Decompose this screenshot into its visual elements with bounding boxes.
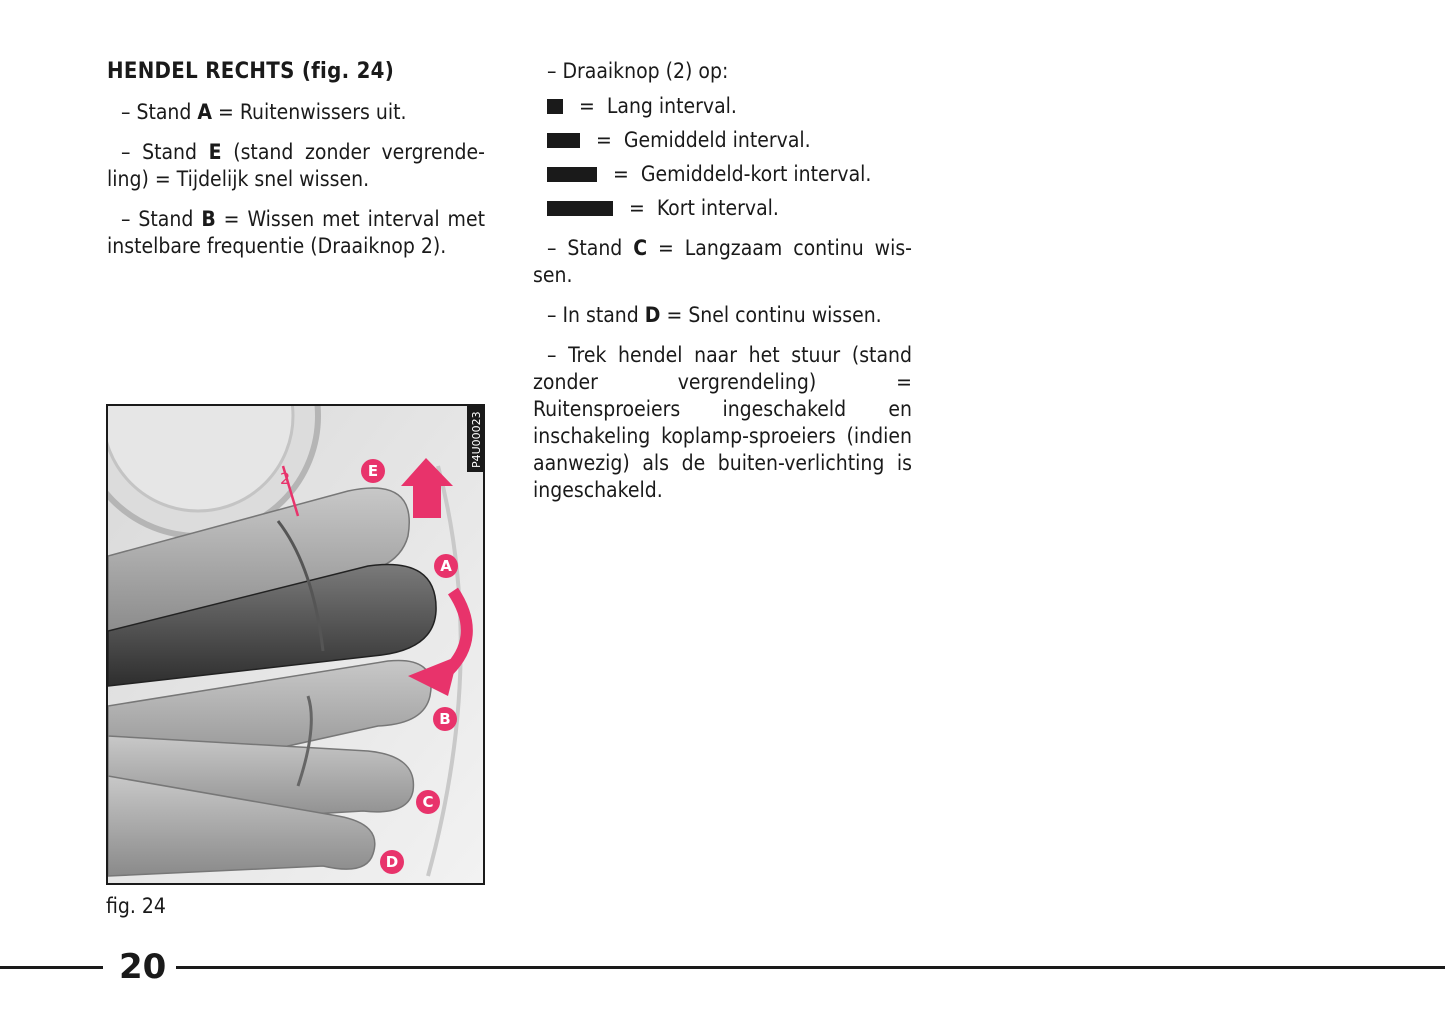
middle-column <box>533 58 912 517</box>
interval-legend-medium: = Gemiddeld interval. <box>533 123 912 157</box>
item-stand-c: – Stand C = Langzaam continu wis-sen. <box>533 236 912 287</box>
figure-caption: fig. 24 <box>106 894 166 918</box>
interval-legend-short: = Kort interval. <box>533 191 912 225</box>
item-washer: – Trek hendel naar het stuur (stand zonder vergrendeling) = Ruitensproeiers ingeschakeld en inschakeling koplamp-sproeiers (indien aanwezig) als de buiten-verlichting is ingeschakeld. <box>533 343 912 502</box>
item-stand-e: – Stand E (stand zonder vergrende-ling) = Tijdelijk snel wissen. <box>107 140 485 191</box>
interval-legend-medium-short: = Gemiddeld-kort interval. <box>533 157 912 191</box>
knob-intro: – Draaiknop (2) op: <box>547 59 729 83</box>
heading-fig-ref: (fig. 24) <box>301 59 395 84</box>
position-label-b: B <box>439 710 451 728</box>
interval-legend-long: = Lang interval. <box>533 89 912 123</box>
lever-illustration <box>108 406 483 883</box>
footer-rule-right <box>176 966 1445 969</box>
item-stand-b: – Stand B = Wissen met interval met instelbare frequentie (Draaiknop 2). <box>107 207 485 258</box>
left-column <box>107 58 485 273</box>
heading-title: HENDEL RECHTS <box>107 59 295 84</box>
position-label-e: E <box>367 462 379 480</box>
knob-number-label: 2 <box>280 469 291 488</box>
item-stand-d: – In stand D = Snel continu wissen. <box>547 303 882 327</box>
page-number: 20 <box>119 947 167 987</box>
item-stand-a: – Stand A = Ruitenwissers uit. <box>121 100 407 124</box>
interval-bar-medium-short-icon <box>547 167 597 182</box>
interval-bar-short-icon <box>547 201 613 216</box>
interval-bar-long-icon <box>547 99 563 114</box>
position-label-a: A <box>440 557 452 575</box>
position-label-c: C <box>422 793 434 811</box>
section-heading <box>107 58 485 85</box>
lever-figure <box>106 404 485 885</box>
interval-bar-medium-icon <box>547 133 580 148</box>
position-label-d: D <box>385 853 399 871</box>
figure-code: P4U00023 <box>470 411 483 468</box>
footer-rule-left <box>0 966 103 969</box>
